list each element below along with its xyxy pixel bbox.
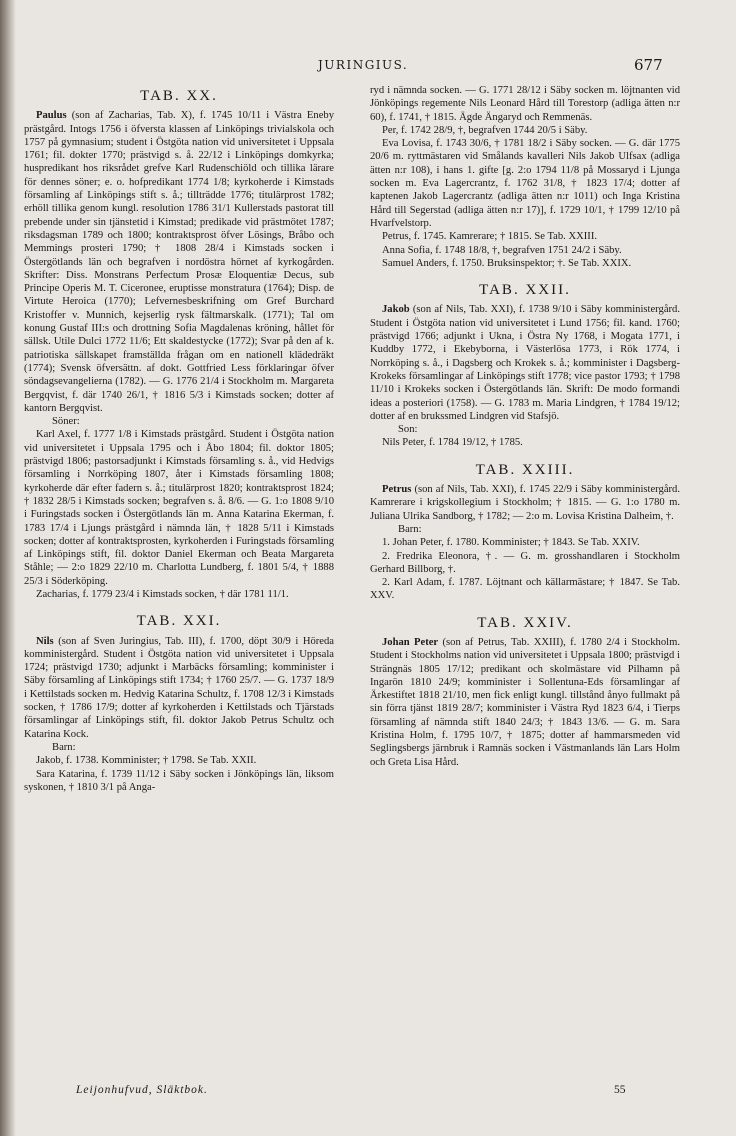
tab-xx-person-name: Paulus <box>36 110 67 122</box>
running-head <box>0 58 736 78</box>
tab-xxiii-children-label: Barn: <box>398 523 422 535</box>
tab-xxi-child: Anna Sofia, f. 1748 18/8, †, begrafven 1751 24/2 i Säby. <box>382 244 622 256</box>
tab-xx-child: Zacharias, f. 1779 23/4 i Kimstads socken, † där 1781 11/1. <box>36 588 289 600</box>
tab-xxiv-heading: TAB. XXIV. <box>477 614 573 631</box>
tab-xxii-biography: (son af Nils, Tab. XXI), f. 1738 9/10 i Säby komministergård. Student i Östgöta nation vid universitetet i Lund 1756; fil. kand. 1760; prästvigd 1766; adjunkt i Ukna, i Östra Ny 1768, i Mogata 1771, i Kuddby 1772, i Ekebyborna, i Västerlösa 1773, i Rök 1774, i Norrköping s. å., i Dagsberg och Krokek s. å.; komminister i Dagsberg-Krokeks församlingar af Linköpings stift 1778; vice pastor 1793; † 1798 11/10 i Krokeks socken i Östergötlands län. Skrift: De modo formandi ideas a posteriori (1758). — G. 1783 m. Maria Lindgren, † 1784 19/12; dotter af en brukssmed Lindgren vid Stafsjö. <box>370 304 680 422</box>
tab-xxiv-intro <box>370 636 680 769</box>
right-column <box>370 84 680 1014</box>
tab-xxi-child: Eva Lovisa, f. 1743 30/6, † 1781 18/2 i Säby socken. — G. där 1775 20/6 m. ryttmästaren vid Smålands kavalleri Nils Jakob Ulfsax (adliga ätten n:r 108), i hans 1. gifte [g. 2:o 1794 11/8 på Mossaryd i Ljunga socken m. Eva Lagercrantz, f. 1762 31/8, † 1823 17/4; dotter af kaptenen Jakob Lagercrantz (adliga ätten n:r 1011) och Inga Kristina Hård till Segerstad (adliga ätten n:r 17)], f. 1729 10/1, † 1799 12/10 på Hvarfvelstorp. <box>370 138 680 229</box>
page-number: 677 <box>634 56 663 74</box>
footer-book-title: Leijonhufvud, Släktbok. <box>76 1084 208 1096</box>
page-gutter-shadow <box>0 0 16 1136</box>
tab-xxii-heading: TAB. XXII. <box>479 282 571 299</box>
tab-xxi-intro <box>24 635 334 741</box>
tab-xxii-person-name: Jakob <box>382 304 410 316</box>
tab-xx-child: Karl Axel, f. 1777 1/8 i Kimstads prästgård. Student i Östgöta nation vid universitetet i Uppsala 1795 och i Åbo 1804; fil. doktor 1805; prästvigd 1806; pastorsadjunkt i Kimstads församling s. å., vid Hedvigs församling i Norrköping 1807, åter i Kimstads församling 1808; kyrkoherde där efter fadern s. å.; titulärprost 1820; kontraktsprost 1824; † 1832 28/5 i Kimstads socken; begrafven s. å. 8/6. — G. 1:o 1808 9/10 i Furingstads socken i Östergötlands län m. Anna Katarina Ekerman, f. 1783 17/4 i Ljungs prästgård i nämnda län, † 1828 5/11 i Kimstads socken; dotter af kontraktsprosten, kyrkoherden i Furingstads församling af Linköpings stift, fil. doktor Daniel Ekerman och Beata Margareta Ståhle; — 2:o 1829 22/10 m. Charlotta Lundberg, f. 1801 5/4, † 1888 25/3 i Söderköping. <box>24 429 334 587</box>
tab-xxiii-intro <box>370 483 680 523</box>
left-column <box>24 84 334 1094</box>
tab-xx-intro <box>24 109 334 415</box>
page-footer <box>0 1084 736 1104</box>
tab-xxii-children-label: Son: <box>398 424 418 436</box>
tab-xxi-child: Petrus, f. 1745. Kamrerare; † 1815. Se Tab. XXIII. <box>382 231 598 243</box>
tab-xx-biography: (son af Zacharias, Tab. X), f. 1745 10/11 i Västra Eneby prästgård. Intogs 1756 i öfversta klassen af Linköpings trivialskola och 1757 på gymnasium; student i Östgöta nation vid universitetet i Uppsala 1761; fil. dokter 1770; prästvigd s. å. 22/12 i Linköpings domkyrka; huspredikant hos riksrådet grefve Karl Rudenschiöld och tillika lärare för dennes söner; e. o. hofpredikant 1774 1/8; kyrkoherde i Kimstads församling af Linköpings stift s. å.; tillträdde 1776; titulärprost 1782; erhöll tillika genom kungl. resolution 1786 31/1 Kullerstads pastorat till prebende under sin tjänstetid i Kimstad; predikade vid prästmötet 1787; riksdagsman 1789 och 1800; kontraktsprost öfver Lösings, Bråbo och Memmings prosteri 1790; † 1808 28/4 i Kimstads socken i Östergötlands län och begrafven i nordöstra hörnet af kyrkogården. Skrifter: Diss. Monstrans Perfectum Prosæ Eloquentiæ Decus, sub Principe Operis M. T. Ciceronee, eruptisse monstratura (1764); Disp. de Virtute Heroica (1770); Lefvernesbeskrifning om Gref Burchard Kristoffer v. Munnich, kejserlig rysk fältmarskalk. (1771); Tal om konung Gustaf III:s och drottning Sofia Magdalenas kröning, hållet för sällsk. Utile Dulci 1772 11/6; Ett skaldestycke (1772); Svar på den af k. patriotiska sällskapet framställda frågan om en nationell klädedräkt (1774); Svensk öfversättn. af dokt. Gottfried Less förklaringar öfver söndagsevangelierna (1782). — G. 1776 21/4 i Stockholm m. Margareta Bergqvist, f. där 1740 26/1, † 1816 5/3 i Kimstads socken; dotter af kantorn Bergqvist. <box>24 110 334 414</box>
tab-xxiii-heading: TAB. XXIII. <box>475 461 575 478</box>
tab-xxi-child: Jakob, f. 1738. Komminister; † 1798. Se Tab. XXII. <box>36 755 257 767</box>
tab-xxiii-child: 2. Fredrika Eleonora, †. — G. m. grosshandlaren i Stockholm Gerhard Billborg, †. <box>370 550 680 575</box>
footer-signature-number: 55 <box>614 1084 626 1096</box>
tab-xxiv-person-name: Johan Peter <box>382 636 439 648</box>
tab-xxii-intro <box>370 303 680 423</box>
tab-xxi-heading: TAB. XXI. <box>136 613 222 630</box>
tab-xxi-child: Per, f. 1742 28/9, †, begrafven 1744 20/5 i Säby. <box>382 124 588 136</box>
tab-xxi-children-label: Barn: <box>52 741 76 753</box>
tab-xxiii-child: 1. Johan Peter, f. 1780. Komminister; † 1843. Se Tab. XXIV. <box>382 537 640 549</box>
tab-xxiii-child: 2. Karl Adam, f. 1787. Löjtnant och källarmästare; † 1847. Se Tab. XXV. <box>370 577 680 602</box>
tab-xxiii-person-name: Petrus <box>382 484 412 496</box>
running-title: JURINGIUS. <box>318 58 409 72</box>
tab-xxi-continuation: ryd i nämnda socken. — G. 1771 28/12 i Säby socken m. löjtnanten vid Jönköpings regemente Nils Leonard Hård till Torestorp (adliga ätten n:r 60), f. 1741, † 1815. Ägde Ängaryd och Remmenäs. <box>370 85 680 123</box>
tab-xxiii-biography: (son af Nils, Tab. XXI), f. 1745 22/9 i Säby komministergård. Kamrerare i krigskollegium i Stockholm; † 1815. — G. 1:o 1780 m. Juliana Ulrika Sandborg, † 1782; — 2:o m. Lovisa Kristina Dalheim, †. <box>370 484 680 522</box>
tab-xxi-child: Sara Katarina, f. 1739 11/12 i Säby socken i Jönköpings län, liksom syskonen, † 1810 3/1 på Anga- <box>24 768 334 793</box>
tab-xx-children-label: Söner: <box>52 416 80 428</box>
tab-xx-heading: TAB. XX. <box>140 88 218 104</box>
tab-xxiv-biography: (son af Petrus, Tab. XXIII), f. 1780 2/4 i Stockholm. Student i Stockholms nation vid universitetet i Uppsala 1800; prästvigd i Strängnäs 1805 17/12; predikant och skolmästare vid Pilhamn på Ingarön 1810 24/9; komminister i Sollentuna-Eds församlingar af Ärkestiftet 1818 21/10, men fick enligt kungl. tillstånd ånyo fullmakt på sin förra tjänst 1819 28/7; komminister i Västra Ryd 1823 6/4, i Tierps församling af nämnda stift 1840 24/3; † 1843 13/6. — G. m. Sara Kristina Holm, f. 1795 10/7, † 1875; dotter af hammarsmeden vid Seglingsbergs järnbruk i Ramnäs socken i Västmanlands län Lars Holm och Greta Lisa Hård. <box>370 636 680 768</box>
tab-xxi-child: Samuel Anders, f. 1750. Bruksinspektor; †. Se Tab. XXIX. <box>382 257 632 269</box>
tab-xxi-biography: (son af Sven Juringius, Tab. III), f. 1700, döpt 30/9 i Höreda komministergård. Student i Östgöta nation vid universitetet i Uppsala 1724; prästvigd 1730; adjunkt i Marbäcks församling; komminister i Säby församling af Linköpings stift 1734; † 1760 25/7. — G. 1737 18/9 i Kettilstads socken m. Hedvig Katarina Schultz, f. 1708 12/3 i Kimstads socken, † 1786 17/9; dotter af kyrkoherden i Kettilstads och Tjärstads församlingar af Linköpings stift, fil. doktor Jakob Petrus Schultz och Katarina Kock. <box>24 635 334 740</box>
tab-xxii-child: Nils Peter, f. 1784 19/12, † 1785. <box>382 437 523 449</box>
tab-xxi-person-name: Nils <box>36 635 54 647</box>
